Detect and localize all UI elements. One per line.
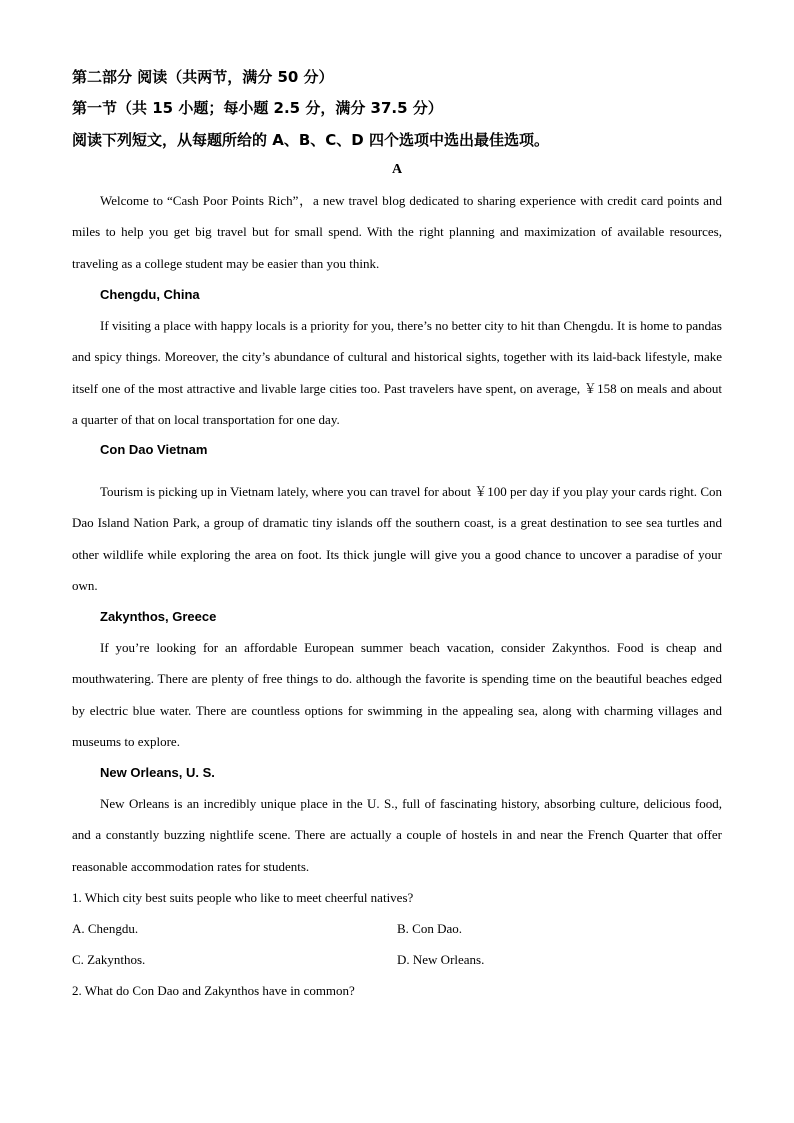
section-text-zakynthos: If you’re looking for an affordable European summer beach vacation, consider Zakynthos. Food is cheap and mouthwatering. There are plenty of free things to do. although the favorite is spending time on the beautiful beaches edged by electric blue water. There are countless options for swimming in the appealing sea, along with charming villages and museums to explore. <box>72 640 722 749</box>
question-2-stem: 2. What do Con Dao and Zakynthos have in common? <box>72 983 355 998</box>
section-heading-neworleans: New Orleans, U. S. <box>100 765 215 780</box>
instruction-text: 阅读下列短文，从每题所给的 A、B、C、D 四个选项中选出最佳选项。 <box>72 131 549 149</box>
section-heading-chengdu: Chengdu, China <box>100 287 200 302</box>
section-text-chengdu: If visiting a place with happy locals is a priority for you, there’s no better city to hit than Chengdu. It is home to pandas and spicy things. Moreover, the city’s abundance of cultural and historical sights, together with its laid-back lifestyle, make itself one of the most attractive and livable large cities too. Past travelers have spent, on average, ￥158 on meals and about a quarter of that on local transportation for one day. <box>72 318 722 427</box>
question-1-option-d[interactable]: D. New Orleans. <box>397 952 485 967</box>
section-header: 第一节（共 15 小题；每小题 2.5 分，满分 37.5 分） <box>72 99 443 117</box>
intro-paragraph: Welcome to “Cash Poor Points Rich”，a new travel blog dedicated to sharing experience with credit card points and miles to help you get big travel but for small spend. With the right planning and maximization of available resources, traveling as a college student may be easier than you think. <box>72 193 722 271</box>
passage-label: A <box>391 162 403 177</box>
question-1-option-c[interactable]: C. Zakynthos. <box>72 952 146 967</box>
section-heading-zakynthos: Zakynthos, Greece <box>100 609 217 624</box>
section-text-neworleans: New Orleans is an incredibly unique place in the U. S., full of fascinating history, absorbing culture, delicious food, and a constantly buzzing nightlife scene. There are actually a couple of hostels in and near the French Quarter that offer reasonable accommodation rates for students. <box>72 796 722 874</box>
section-text-condao: Tourism is picking up in Vietnam lately, where you can travel for about ￥100 per day if you play your cards right. Con Dao Island Nation Park, a group of dramatic tiny islands off the southern coast, is a great destination to see sea turtles and other wildlife while exploring the area on foot. Its thick jungle will give you a good chance to uncover a paradise of your own. <box>72 484 722 593</box>
section-heading-condao: Con Dao Vietnam <box>100 442 208 457</box>
question-1-option-a[interactable]: A. Chengdu. <box>72 921 139 936</box>
question-1-stem: 1. Which city best suits people who like to meet cheerful natives? <box>72 890 414 905</box>
question-1-option-b[interactable]: B. Con Dao. <box>397 921 462 936</box>
part-header: 第二部分 阅读（共两节，满分 50 分） <box>72 68 334 86</box>
